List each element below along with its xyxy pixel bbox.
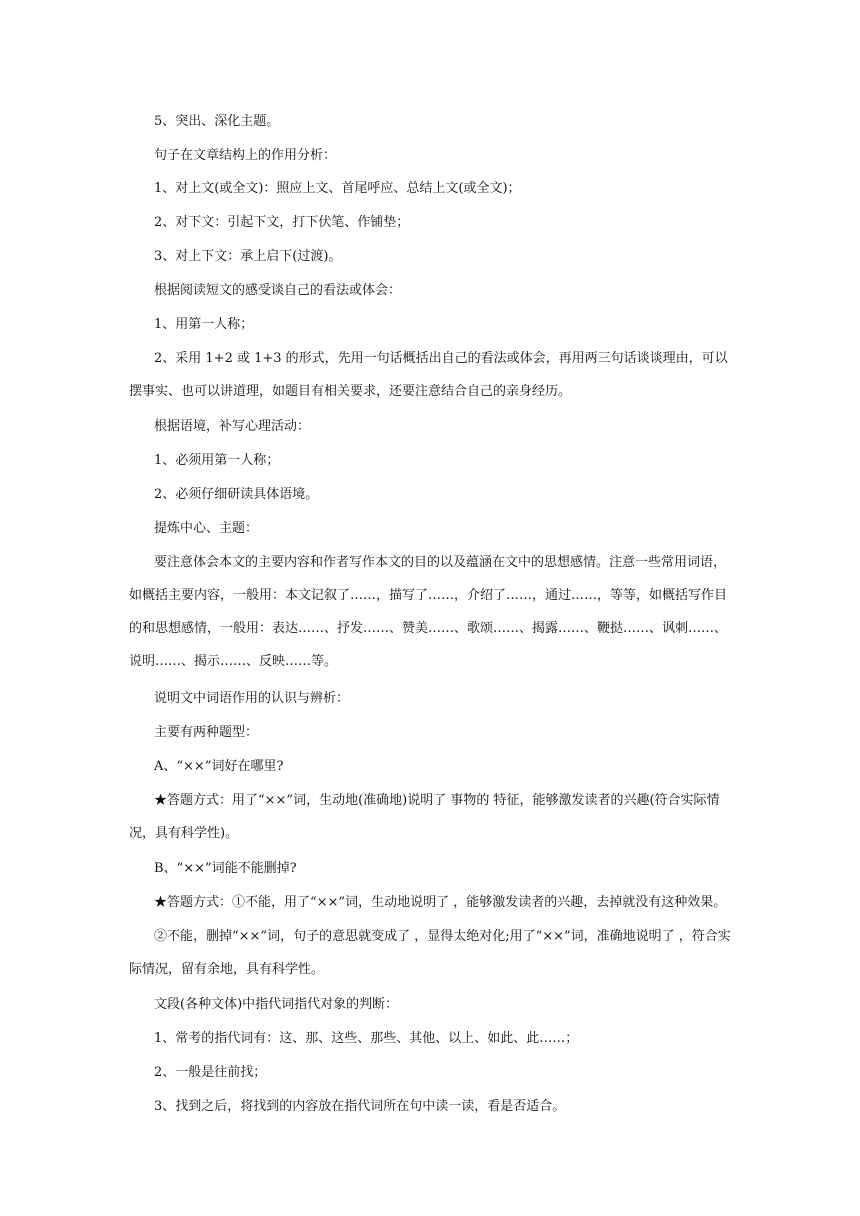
text-line: 1、常考的指代词有：这、那、这些、那些、其他、以上、如此、此……； [154, 1031, 579, 1046]
text-paragraph: 2、采用 1+2 或 1+3 的形式，先用一句话概括出自己的看法或体会，再用两三句话谈谈理由，可以摆事实、也可以讲道理，如题目有相关要求，还要注意结合自己的亲身经历。 [129, 351, 728, 399]
text-paragraph: 要注意体会本文的主要内容和作者写作本文的目的以及蕴涵在文中的思想感情。注意一些常用词语，如概括主要内容，一般用：本文记叙了……，描写了……，介绍了……，通过……，等等，如概括写作目的和思想感情，一般用：表达……、抒发……、赞美……、歌颂……、揭露……、鞭挞……、讽刺……、说明……、揭示……、反映……等。 [129, 555, 728, 669]
section-heading: 文段(各种文体)中指代词指代对象的判断： [154, 997, 399, 1012]
text-line: 3、找到之后，将找到的内容放在指代词所在句中读一读，看是否适合。 [154, 1099, 566, 1114]
text-line: 2、一般是往前找； [154, 1065, 267, 1080]
text-line: 主要有两种题型： [154, 725, 259, 740]
section-heading: 提炼中心、主题： [154, 521, 259, 536]
text-line: 5、突出、深化主题。 [154, 114, 280, 129]
text-line: ★答题方式：①不能，用了“××”词，生动地说明了 ，能够激发读者的兴趣，去掉就没有这种效果。 [154, 895, 727, 910]
section-heading: 根据语境，补写心理活动： [154, 419, 311, 434]
section-heading: 说明文中词语作用的认识与辨析： [154, 691, 350, 706]
text-line: B、“××”词能不能删掉? [154, 861, 297, 876]
text-line: 2、对下文：引起下文，打下伏笔、作铺垫； [154, 215, 410, 230]
text-line: 2、必须仔细研读具体语境。 [154, 487, 319, 502]
text-line: 1、对上文(或全文)：照应上文、首尾呼应、总结上文(或全文)； [154, 181, 521, 196]
text-line: 1、必须用第一人称； [154, 453, 280, 468]
text-line: 1、用第一人称； [154, 317, 254, 332]
section-heading: 根据阅读短文的感受谈自己的看法或体会： [154, 283, 402, 298]
text-paragraph: ②不能，删掉“××”词，句子的意思就变成了 ，显得太绝对化;用了“××”词，准确地说明了 ，符合实际情况，留有余地，具有科学性。 [129, 929, 731, 977]
text-line: 3、对上下文：承上启下(过渡)。 [154, 249, 342, 264]
section-heading: 句子在文章结构上的作用分析： [154, 148, 337, 163]
text-paragraph: ★答题方式：用了“××”词，生动地(准确地)说明了 事物的 特征，能够激发读者的兴趣(符合实际情况，具有科学性)。 [129, 793, 720, 841]
text-line: A、“××”词好在哪里? [154, 759, 284, 774]
